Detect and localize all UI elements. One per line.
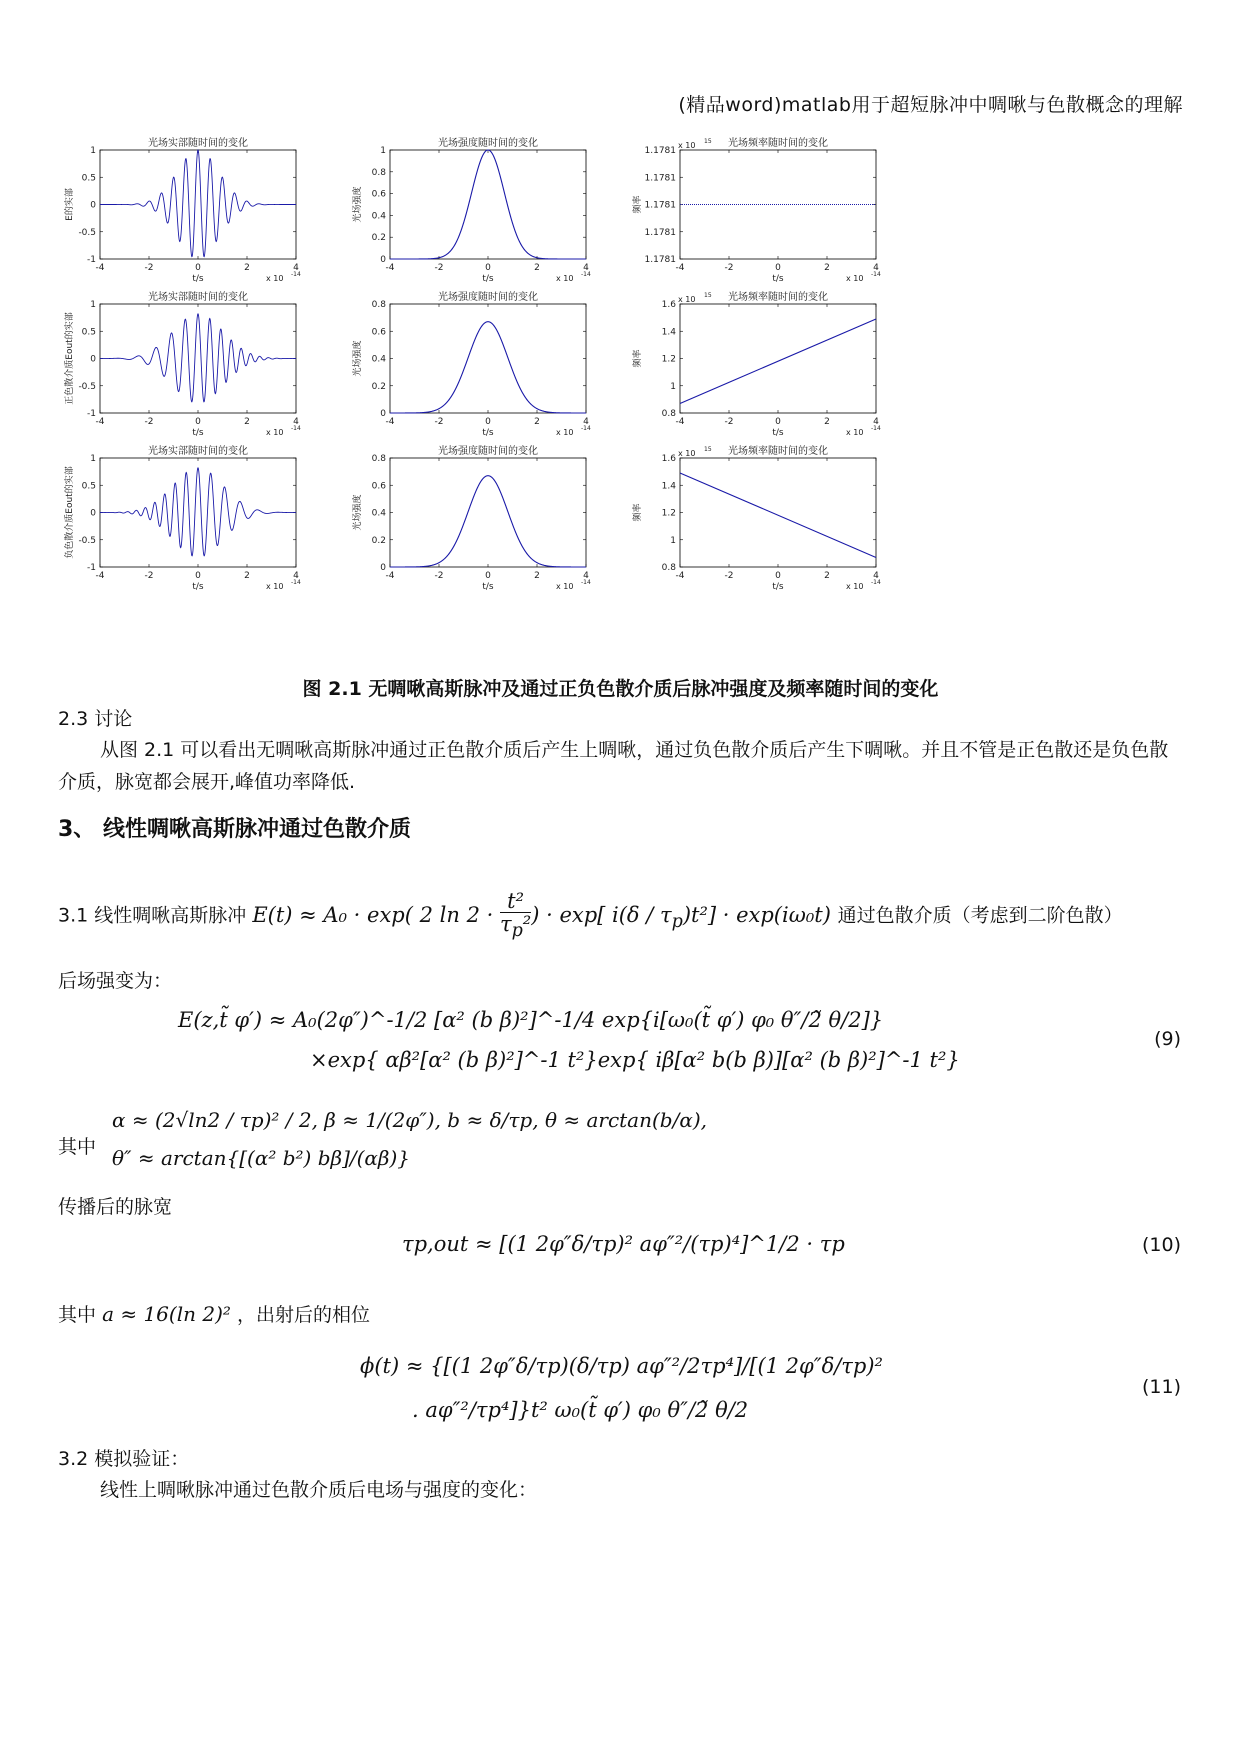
plot-title-r3c2: 光场强度随时间的变化 <box>438 446 538 457</box>
ytick-label: 0 <box>380 409 386 419</box>
xtick-label: -2 <box>144 263 154 273</box>
pulse-width-label: 传播后的脉宽 <box>58 1196 173 1218</box>
y-exponent-sup: 15 <box>704 292 712 299</box>
ytick-label: 0 <box>90 508 96 519</box>
page-header: (精品word)matlab用于超短脉冲中啁啾与色散概念的理解 <box>678 94 1183 116</box>
x-exponent: x 10 <box>266 582 284 591</box>
y-exponent: x 10 <box>678 141 696 150</box>
ytick-label: 1 <box>380 146 386 156</box>
x-exponent-sup: -14 <box>291 271 301 278</box>
plot-title-r1c3: 光场频率随时间的变化 <box>728 138 828 149</box>
xtick-label: 0 <box>485 263 491 273</box>
ytick-label: 0.4 <box>371 354 386 365</box>
xtick-label: -2 <box>434 417 444 427</box>
x-axis-label: t/s <box>482 428 494 438</box>
xtick-label: 4 <box>873 417 879 427</box>
x-exponent: x 10 <box>846 582 864 591</box>
xtick-label: 2 <box>824 571 830 581</box>
xtick-label: -4 <box>385 571 395 581</box>
x-axis-label: t/s <box>192 274 204 284</box>
y-axis-label: 光场强度 <box>353 186 363 223</box>
y-axis-label: 频率 <box>633 349 643 368</box>
ytick-label: 0 <box>90 200 96 211</box>
ytick-label: 1 <box>90 454 96 464</box>
y-axis-label: 正色散介质Eout的实部 <box>65 312 75 405</box>
x-exponent-sup: -14 <box>291 579 301 586</box>
equation-9-line2: ×exp{ αβ²[α² (b β)²]^-1 t²}exp{ iβ[α² b(b β)][α² (b β)²]^-1 t²} <box>310 1048 960 1072</box>
ytick-label: 1 <box>90 300 96 310</box>
ytick-label: 1.4 <box>661 327 676 338</box>
a-line-suffix: ，出射后的相位 <box>236 1304 370 1326</box>
x-axis-label: t/s <box>482 274 494 284</box>
y-exponent: x 10 <box>678 449 696 458</box>
xtick-label: -4 <box>385 417 395 427</box>
xtick-label: -4 <box>95 263 105 273</box>
section-2-3-title: 2.3 讨论 <box>58 708 133 730</box>
ytick-label: 0.5 <box>81 481 96 492</box>
equation-10-number: (10) <box>1141 1234 1181 1256</box>
xtick-label: -2 <box>724 263 734 273</box>
xtick-label: -2 <box>434 571 444 581</box>
x-axis-label: t/s <box>482 582 494 592</box>
ytick-label: 0.4 <box>371 211 386 222</box>
ytick-label: -0.5 <box>78 535 96 546</box>
equation-9-line1: E(z,t̃ φ′) ≈ A₀(2φ″)^-1/2 [α² (b β)²]^-1/4 exp{i[ω₀(t̃ φ′) φ₀ θ″/2̃ θ/2]} <box>178 1008 884 1032</box>
xtick-label: 0 <box>775 263 781 273</box>
x-exponent: x 10 <box>266 274 284 283</box>
ytick-label: 0.2 <box>371 535 386 546</box>
ytick-label: 0.5 <box>81 327 96 338</box>
xtick-label: -2 <box>144 417 154 427</box>
y-axis-label: 频率 <box>633 195 643 214</box>
xtick-label: 4 <box>583 417 589 427</box>
y-axis-label: 负色散介质Eout的实部 <box>65 466 75 559</box>
section-3-2-paragraph: 线性上啁啾脉冲通过色散介质后电场与强度的变化： <box>100 1479 538 1501</box>
ytick-label: 0.4 <box>371 508 386 519</box>
xtick-label: -2 <box>144 571 154 581</box>
x-exponent-sup: -14 <box>581 271 591 278</box>
a-line-math: a ≈ 16(ln 2)² <box>102 1302 231 1326</box>
y-exponent-sup: 15 <box>704 138 712 145</box>
x-exponent: x 10 <box>556 582 574 591</box>
plot-title-r1c2: 光场强度随时间的变化 <box>438 138 538 149</box>
figure-caption: 图 2.1 无啁啾高斯脉冲及通过正负色散介质后脉冲强度及频率随时间的变化 <box>302 678 939 700</box>
x-exponent: x 10 <box>846 428 864 437</box>
where-line2: θ″ ≈ arctan{[(α² b²) bβ]/(αβ)} <box>112 1146 411 1170</box>
ytick-label: -0.5 <box>78 381 96 392</box>
xtick-label: -4 <box>95 571 105 581</box>
y-exponent-sup: 15 <box>704 446 712 453</box>
plot-title-r2c3: 光场频率随时间的变化 <box>728 292 828 303</box>
plot-frame-r2c2 <box>390 304 586 413</box>
ytick-label: 0.6 <box>371 189 386 200</box>
x-exponent-sup: -14 <box>871 579 881 586</box>
xtick-label: 4 <box>293 417 299 427</box>
figure-svg <box>60 135 940 660</box>
ytick-label: 1 <box>90 146 96 156</box>
y-axis-label: 频率 <box>633 503 643 522</box>
ytick-label: 1.2 <box>661 354 676 365</box>
plot-title-r1c1: 光场实部随时间的变化 <box>148 138 248 149</box>
x-exponent-sup: -14 <box>581 579 591 586</box>
plot-frame-r3c2 <box>390 458 586 567</box>
xtick-label: 0 <box>195 571 201 581</box>
y-exponent: x 10 <box>678 295 696 304</box>
plot-frame-r1c2 <box>390 150 586 259</box>
xtick-label: 0 <box>775 571 781 581</box>
xtick-label: 2 <box>534 571 540 581</box>
xtick-label: -2 <box>434 263 444 273</box>
x-exponent: x 10 <box>556 274 574 283</box>
equation-9-number: (9) <box>1154 1028 1181 1050</box>
ytick-label: 0.6 <box>371 327 386 338</box>
a-definition-line <box>58 1300 370 1327</box>
xtick-label: 2 <box>244 263 250 273</box>
plot-frame-r2c3 <box>680 304 876 413</box>
ytick-label: 0.2 <box>371 233 386 244</box>
xtick-label: 4 <box>873 263 879 273</box>
xtick-label: 2 <box>244 571 250 581</box>
xtick-label: 4 <box>583 571 589 581</box>
xtick-label: 2 <box>824 417 830 427</box>
x-axis-label: t/s <box>772 428 784 438</box>
a-line-prefix: 其中 <box>58 1304 97 1326</box>
x-exponent-sup: -14 <box>871 425 881 432</box>
xtick-label: -2 <box>724 417 734 427</box>
ytick-label: -1 <box>87 563 96 573</box>
xtick-label: 0 <box>485 417 491 427</box>
xtick-label: -4 <box>675 263 685 273</box>
ytick-label: 0 <box>380 563 386 573</box>
section-3-1-suffix: 通过色散介质（考虑到二阶色散） <box>837 904 1123 927</box>
y-axis-label: 光场强度 <box>353 340 363 377</box>
ytick-label: 1.1781 <box>644 146 676 156</box>
xtick-label: 2 <box>534 263 540 273</box>
ytick-label: 1.1781 <box>644 227 676 238</box>
equation-11-number: (11) <box>1141 1376 1181 1398</box>
xtick-label: 0 <box>195 417 201 427</box>
ytick-label: 0.2 <box>371 381 386 392</box>
section-3-2-title: 3.2 模拟验证： <box>58 1448 190 1470</box>
xtick-label: 4 <box>293 263 299 273</box>
x-exponent: x 10 <box>556 428 574 437</box>
x-exponent-sup: -14 <box>581 425 591 432</box>
xtick-label: 0 <box>195 263 201 273</box>
ytick-label: 0.5 <box>81 173 96 184</box>
figure-2-1 <box>60 135 940 660</box>
xtick-label: -2 <box>724 571 734 581</box>
x-exponent: x 10 <box>846 274 864 283</box>
ytick-label: 0 <box>380 255 386 265</box>
plot-title-r3c1: 光场实部随时间的变化 <box>148 446 248 457</box>
equation-11-line2: . aφ″²/τp⁴]}t² ω₀(t̃ φ′) φ₀ θ″/2̃ θ/2 <box>412 1398 749 1422</box>
equation-11-line1: ϕ(t) ≈ {[(1 2φ″δ/τp)(δ/τp) aφ″²/2τp⁴]/[(1 2φ″δ/τp)² <box>360 1354 883 1378</box>
ytick-label: 1.1781 <box>644 200 676 211</box>
ytick-label: -1 <box>87 255 96 265</box>
xtick-label: 0 <box>775 417 781 427</box>
plot-title-r2c2: 光场强度随时间的变化 <box>438 292 538 303</box>
x-exponent: x 10 <box>266 428 284 437</box>
ytick-label: 0 <box>90 354 96 365</box>
ytick-label: 1 <box>670 381 676 392</box>
ytick-label: 0.8 <box>661 563 676 573</box>
xtick-label: 4 <box>873 571 879 581</box>
xtick-label: 0 <box>485 571 491 581</box>
xtick-label: 2 <box>244 417 250 427</box>
xtick-label: -4 <box>95 417 105 427</box>
ytick-label: 0.8 <box>661 409 676 419</box>
xtick-label: -4 <box>385 263 395 273</box>
ytick-label: 1.1781 <box>644 173 676 184</box>
where-line1: α ≈ (2√ln2 / τp)² / 2, β ≈ 1/(2φ″), b ≈ δ/τp, θ ≈ arctan(b/α), <box>112 1108 707 1132</box>
ytick-label: 1.1781 <box>644 255 676 265</box>
where-label: 其中 <box>58 1136 97 1158</box>
ytick-label: 1 <box>670 535 676 546</box>
xtick-label: -4 <box>675 417 685 427</box>
x-axis-label: t/s <box>192 428 204 438</box>
field-expression: E(t) ≈ A₀ · exp( 2 ln 2 · $\frac{\text{t²}}{\tau_p^2}$ ) · exp[ $i(\delta / \tau_p)t^2] \cdot \exp(i\omega_0t)$ <box>252 889 838 942</box>
ytick-label: 0.8 <box>371 167 386 178</box>
xtick-label: 2 <box>534 417 540 427</box>
y-axis-label: E的实部 <box>65 188 75 221</box>
ytick-label: 1.4 <box>661 481 676 492</box>
ytick-label: 0.8 <box>371 454 386 464</box>
after-field-label: 后场强变为： <box>58 970 173 992</box>
ytick-label: -0.5 <box>78 227 96 238</box>
plot-frame-r3c3 <box>680 458 876 567</box>
ytick-label: 1.6 <box>661 454 676 464</box>
x-axis-label: t/s <box>772 582 784 592</box>
xtick-label: -4 <box>675 571 685 581</box>
ytick-label: 1.2 <box>661 508 676 519</box>
section-3-1-line <box>58 890 1123 942</box>
x-exponent-sup: -14 <box>291 425 301 432</box>
equation-10: τp,out ≈ [(1 2φ″δ/τp)² aφ″²/(τp)⁴]^1/2 · τp <box>402 1232 845 1256</box>
ytick-label: -1 <box>87 409 96 419</box>
section-3-1-prefix: 3.1 线性啁啾高斯脉冲 <box>58 904 247 927</box>
ytick-label: 0.8 <box>371 300 386 310</box>
ytick-label: 0.6 <box>371 481 386 492</box>
xtick-label: 4 <box>583 263 589 273</box>
ytick-label: 1.6 <box>661 300 676 310</box>
x-exponent-sup: -14 <box>871 271 881 278</box>
xtick-label: 4 <box>293 571 299 581</box>
x-axis-label: t/s <box>772 274 784 284</box>
y-axis-label: 光场强度 <box>353 494 363 531</box>
plot-title-r2c1: 光场实部随时间的变化 <box>148 292 248 303</box>
section-2-3-paragraph: 从图 2.1 可以看出无啁啾高斯脉冲通过正色散介质后产生上啁啾，通过负色散介质后产生下啁啾。并且不管是正色散还是负色散介质，脉宽都会展开,峰值功率降低. <box>58 739 1169 793</box>
x-axis-label: t/s <box>192 582 204 592</box>
section-3-heading: 3、 线性啁啾高斯脉冲通过色散介质 <box>58 817 411 842</box>
xtick-label: 2 <box>824 263 830 273</box>
plot-title-r3c3: 光场频率随时间的变化 <box>728 446 828 457</box>
